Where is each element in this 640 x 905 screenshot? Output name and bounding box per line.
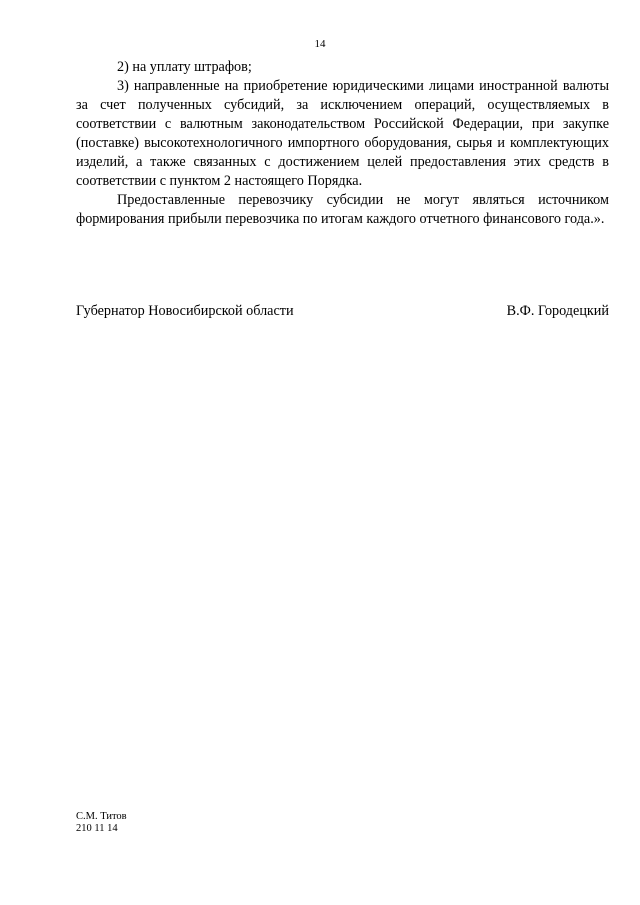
executor-name: С.М. Титов — [76, 811, 127, 822]
signatory-name: В.Ф. Городецкий — [506, 303, 609, 319]
document-body — [76, 58, 609, 229]
signature-block — [76, 302, 609, 321]
page-number: 14 — [314, 38, 326, 50]
executor-footer — [76, 811, 127, 835]
paragraph-currency: 3) направленные на приобретение юридическими лицами иностранной валюты за счет полученных субсидий, за исключением операций, осуществляемых в соответствии с валютным законодательством Российской Федерации, при закупке (поставке) высокотехнологичного импортного оборудования, сырья и комплектующих изделий, а также связанных с достижением целей предоставления этих средств в соответствии с пунктом 2 настоящего Порядка. — [76, 78, 609, 189]
executor-phone: 210 11 14 — [76, 823, 118, 834]
paragraph-profit: Предоставленные перевозчику субсидии не могут являться источником формирования прибыли перевозчика по итогам каждого отчетного финансового года.». — [76, 192, 609, 227]
signatory-position: Губернатор Новосибирской области — [76, 303, 294, 319]
paragraph-fines: 2) на уплату штрафов; — [117, 59, 252, 75]
